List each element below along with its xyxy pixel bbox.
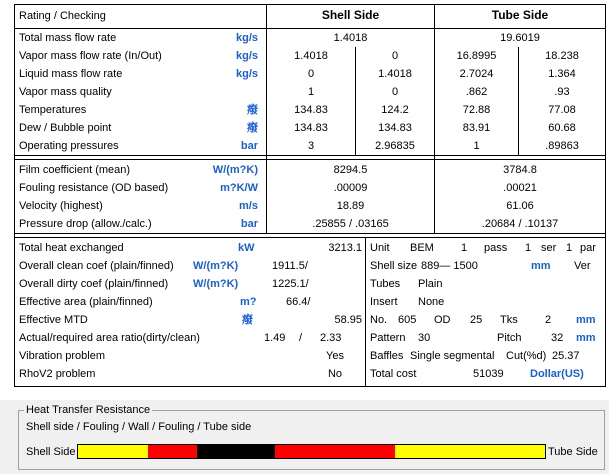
series-label: ser xyxy=(541,242,557,254)
temperatures-shell-out: 124.2 xyxy=(381,104,409,116)
baffles-value: Single segmental xyxy=(410,350,495,362)
film-coef-tube: 3784.8 xyxy=(503,164,537,176)
header-tube-side: Tube Side xyxy=(491,8,549,22)
velocity-tube: 61.06 xyxy=(506,200,534,212)
tubes-value: Plain xyxy=(418,278,443,290)
fouling-unit: m?K/W xyxy=(220,182,258,194)
operating-pressure-shell-out: 2.96835 xyxy=(375,140,415,152)
fouling-shell: .00009 xyxy=(333,182,368,194)
vapor-flow-tube-in: 16.8995 xyxy=(456,50,497,62)
resistance-group xyxy=(18,410,605,470)
baffle-cut-label: Cut(%d) xyxy=(506,350,547,362)
fouling-label: Fouling resistance (OD based) xyxy=(19,182,169,194)
rhov2-value: No xyxy=(327,368,342,380)
pressure-drop-tube: .20684 / .10137 xyxy=(481,218,559,230)
operating-pressure-shell-in: 3 xyxy=(307,140,315,152)
dirty-coef-unit: W/(m?K) xyxy=(193,278,239,290)
dew-bubble-tube-in: 83.91 xyxy=(462,122,491,134)
mtd-value: 58.95 xyxy=(334,314,362,326)
pitch-value: 32 xyxy=(551,332,564,344)
od-label: OD xyxy=(434,314,451,326)
total-mass-flow-shell: 1.4018 xyxy=(333,32,368,44)
dew-bubble-shell-in: 134.83 xyxy=(294,122,328,134)
total-mass-flow-unit: kg/s xyxy=(235,32,258,44)
pressure-drop-label: Pressure drop (allow./calc.) xyxy=(19,218,152,230)
vapor-quality-tube-out: .93 xyxy=(554,86,570,98)
area-ratio-clean: 2.33 xyxy=(320,332,342,344)
resistance-shell-side-label: Shell Side xyxy=(26,446,76,458)
dew-bubble-unit: 癈 xyxy=(247,122,258,134)
resistance-segment-shell xyxy=(78,445,148,458)
tube-count-value: 605 xyxy=(398,314,417,326)
film-coef-unit: W/(m?K) xyxy=(212,164,258,176)
insert-value: None xyxy=(418,296,445,308)
tks-label: Tks xyxy=(500,314,518,326)
resistance-bar xyxy=(77,444,546,459)
rhov2-label: RhoV2 problem xyxy=(19,368,96,380)
fouling-tube: .00021 xyxy=(503,182,537,194)
liquid-flow-label: Liquid mass flow rate xyxy=(19,68,123,80)
mtd-unit: 癈 xyxy=(242,314,253,326)
resistance-segment-fouling-tube xyxy=(275,445,395,458)
resistance-segment-fouling-shell xyxy=(148,445,197,458)
clean-coef-label: Overall clean coef (plain/finned) xyxy=(19,260,174,272)
total-heat-label: Total heat exchanged xyxy=(19,242,124,254)
liquid-flow-shell-out: 1.4018 xyxy=(378,68,412,80)
shell-size-unit: mm xyxy=(531,260,551,272)
liquid-flow-tube-out: 1.364 xyxy=(548,68,576,80)
header-title: Rating / Checking xyxy=(19,10,106,22)
resistance-legend: Shell side / Fouling / Wall / Fouling / Tube side xyxy=(26,421,252,433)
effective-area-label: Effective area (plain/finned) xyxy=(19,296,153,308)
film-coef-label: Film coefficient (mean) xyxy=(19,164,131,176)
parallel-label: par xyxy=(580,242,596,254)
vapor-flow-tube-out: 18.238 xyxy=(545,50,579,62)
mtd-label: Effective MTD xyxy=(19,314,88,326)
vapor-quality-shell-out: 0 xyxy=(391,86,399,98)
operating-pressure-label: Operating pressures xyxy=(19,140,119,152)
liquid-flow-tube-in: 2.7024 xyxy=(459,68,494,80)
area-ratio-label: Actual/required area ratio(dirty/clean) xyxy=(19,332,200,344)
series-count: 1 xyxy=(525,242,532,254)
vibration-label: Vibration problem xyxy=(19,350,106,362)
pressure-drop-shell: .25855 / .03165 xyxy=(312,218,389,230)
dew-bubble-shell-out: 134.83 xyxy=(378,122,412,134)
baffle-cut-value: 25.37 xyxy=(552,350,580,362)
parallel-count: 1 xyxy=(566,242,573,254)
vapor-flow-label: Vapor mass flow rate (In/Out) xyxy=(19,50,162,62)
total-cost-value: 51039 xyxy=(473,368,504,380)
unit-label: Unit xyxy=(370,242,390,254)
effective-area-unit: m? xyxy=(240,296,257,308)
shell-size-label: Shell size xyxy=(370,260,418,272)
tks-value: 2 xyxy=(545,314,552,326)
vapor-flow-unit: kg/s xyxy=(235,50,258,62)
dew-bubble-tube-out: 60.68 xyxy=(548,122,576,134)
header-shell-side: Shell Side xyxy=(321,8,380,22)
temperatures-shell-in: 134.83 xyxy=(294,104,328,116)
operating-pressure-tube-in: 1 xyxy=(473,140,480,152)
velocity-label: Velocity (highest) xyxy=(19,200,103,212)
shell-size-value: 889— 1500 xyxy=(421,260,478,272)
baffles-label: Baffles xyxy=(370,350,404,362)
resistance-segment-tube xyxy=(395,445,545,458)
vibration-value: Yes xyxy=(326,350,344,362)
temperatures-tube-out: 77.08 xyxy=(548,104,576,116)
pressure-drop-unit: bar xyxy=(240,218,258,230)
clean-coef-value: 1911.5/ xyxy=(272,260,308,272)
pass-label: pass xyxy=(484,242,508,254)
total-mass-flow-tube: 19.6019 xyxy=(500,32,540,44)
total-mass-flow-label: Total mass flow rate xyxy=(19,32,117,44)
operating-pressure-tube-out: .89863 xyxy=(545,140,579,152)
vapor-quality-tube-in: .862 xyxy=(465,86,488,98)
resistance-group-title: Heat Transfer Resistance xyxy=(26,404,151,416)
effective-area-value: 66.4/ xyxy=(286,296,311,308)
tks-unit: mm xyxy=(576,314,596,326)
area-ratio-dirty: 1.49 xyxy=(264,332,286,344)
unit-value: BEM xyxy=(410,242,434,254)
pattern-value: 30 xyxy=(418,332,431,344)
vapor-flow-shell-in: 1.4018 xyxy=(294,50,328,62)
shell-orientation: Ver xyxy=(574,260,591,272)
liquid-flow-shell-in: 0 xyxy=(307,68,315,80)
dirty-coef-value: 1225.1/ xyxy=(272,278,309,290)
resistance-tube-side-label: Tube Side xyxy=(548,446,598,458)
tubes-label: Tubes xyxy=(370,278,401,290)
velocity-shell: 18.89 xyxy=(336,200,365,212)
pitch-label: Pitch xyxy=(497,332,522,344)
clean-coef-unit: W/(m?K) xyxy=(193,260,239,272)
total-heat-value: 3213.1 xyxy=(328,242,362,254)
total-cost-unit: Dollar(US) xyxy=(530,368,584,380)
total-heat-unit: kW xyxy=(238,242,255,254)
insert-label: Insert xyxy=(370,296,398,308)
tube-count-label: No. xyxy=(370,314,388,326)
velocity-unit: m/s xyxy=(239,200,258,212)
vapor-flow-shell-out: 0 xyxy=(391,50,399,62)
operating-pressure-unit: bar xyxy=(240,140,258,152)
resistance-segment-wall xyxy=(197,445,275,458)
area-ratio-separator: / xyxy=(299,332,303,344)
pattern-label: Pattern xyxy=(370,332,406,344)
dirty-coef-label: Overall dirty coef (plain/finned) xyxy=(19,278,169,290)
total-cost-label: Total cost xyxy=(370,368,417,380)
temperatures-tube-in: 72.88 xyxy=(462,104,491,116)
vapor-quality-label: Vapor mass quality xyxy=(19,86,112,98)
pitch-unit: mm xyxy=(576,332,596,344)
temperatures-label: Temperatures xyxy=(19,104,87,116)
temperatures-unit: 癈 xyxy=(247,104,258,116)
pass-count: 1 xyxy=(461,242,468,254)
film-coef-shell: 8294.5 xyxy=(333,164,368,176)
liquid-flow-unit: kg/s xyxy=(235,68,258,80)
vapor-quality-shell-in: 1 xyxy=(307,86,315,98)
od-value: 25 xyxy=(470,314,483,326)
dew-bubble-label: Dew / Bubble point xyxy=(19,122,112,134)
